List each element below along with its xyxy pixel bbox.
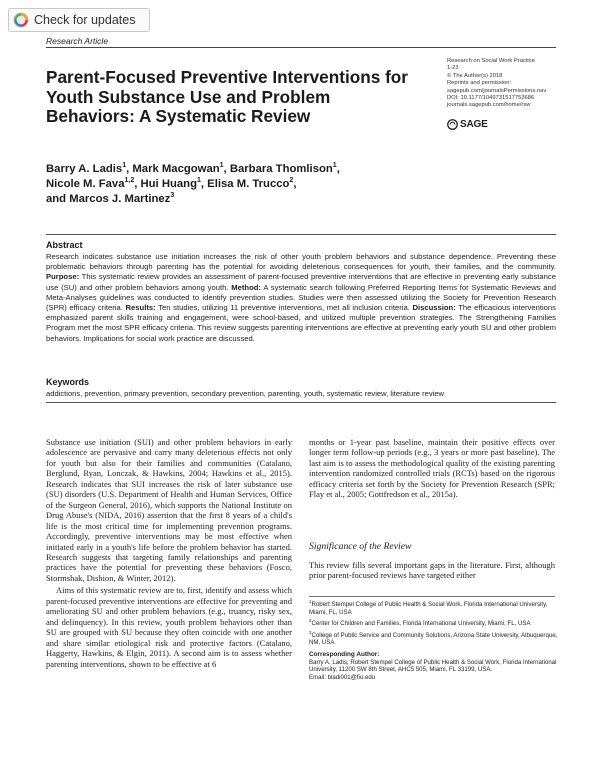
corresponding-author-address: Barry A. Ladis, Robert Stempel College of Public Health & Social Work, Florida International University, 11200 SW 8th Street, AHC5 505, Miami, FL 33199, USA. bbox=[309, 658, 557, 674]
abstract-results: Ten studies, utilizing 11 preventive interventions, met all inclusion criteria. bbox=[158, 303, 410, 313]
affiliations bbox=[309, 598, 559, 681]
abstract-purpose: This systematic review provides an assessment of parent-focused preventive interventions that are effective in preventing early substance use (SU) and other problem behaviors among youth. bbox=[46, 272, 556, 292]
abstract-heading: Abstract bbox=[46, 240, 83, 250]
author-name: Hui Huang bbox=[140, 178, 197, 191]
abstract-method: A systematic search following Preferred Reporting Items for Systematic Reviews and Meta-Analyses guidelines was conducted to identify prevention studies. Studies were then assessed utilizing the Society for Prevention Research (SPR) efficacy criteria. bbox=[46, 282, 557, 313]
author-name: Elisa M. Trucco bbox=[207, 178, 290, 191]
author-affiliation-mark: 3 bbox=[170, 192, 175, 200]
abstract-body bbox=[46, 252, 556, 344]
author-separator: , bbox=[134, 178, 141, 191]
body-paragraph: Substance use initiation (SUI) and other problem behaviors in early adolescence are pervasive and carry many deleterious effects not only for youth but also for their families and communities (Catalano, Berglund, Ryan, Lonczak, & Hawkins, 2004; Hawkins et al., 2015). Research indicates that SUI increases the risk of later substance use (SU) disorders (U.S. Department of Health and Human Services, Office of the Surgeon General, 2016), which supports the National Institute on Drug Abuse's (NIDA, 2016) assertion that the first 8 years of a child's life is the most critical time for implementing prevention programs. Accordingly, preventive interventions may be most effective when initiated early in a youth's life before the problem behavior has started. Research suggests that targeting family relationships and parenting practices have the potential for preventing these behaviors (Fosco, Stormshak, Dishion, & Winter, 2012). bbox=[46, 437, 292, 583]
corresponding-author-heading: Corresponding Author: bbox=[309, 650, 380, 658]
body-paragraph: This review fills several important gaps in the literature. First, although prior parent-focused reviews have targeted either bbox=[309, 560, 555, 581]
abstract-discussion: The efficacious interventions emphasized parent skills training and engagement, were school-based, and utilized multiple prevention strategies. The Strengthening Families Program met the most SPR efficacy criteria. This review suggests parenting interventions are effective at preventing early youth SU and other problem behaviors. Implications for social work practice are discussed. bbox=[46, 303, 556, 343]
check-for-updates-label: Check for updates bbox=[34, 13, 136, 27]
keywords-list: addictions, prevention, primary prevention, secondary prevention, parenting, youth, systematic review, literature review bbox=[46, 389, 445, 398]
affiliation-text: College of Public Service and Community Solutions, Arizona State University, Albuquerque, NM, USA bbox=[309, 631, 558, 647]
check-for-updates-icon bbox=[13, 12, 29, 28]
author-separator: , bbox=[200, 178, 208, 191]
affiliation-mark: 2 bbox=[309, 618, 312, 624]
author-separator: , bbox=[126, 163, 133, 175]
sage-logo-icon bbox=[447, 119, 458, 130]
abstract-purpose-label: Purpose: bbox=[46, 272, 80, 282]
affiliation-mark: 3 bbox=[309, 629, 312, 635]
author-name: Barbara Thomlison bbox=[229, 163, 333, 175]
author-separator: , bbox=[223, 163, 230, 175]
footnote-rule bbox=[309, 596, 555, 597]
abstract-top-rule bbox=[46, 234, 556, 235]
doi[interactable]: DOI: 10.1177/1049731517753686 bbox=[447, 95, 535, 102]
author-list bbox=[46, 162, 446, 208]
affiliation-text: Center for Children and Families, Florida International University, Miami, FL, USA bbox=[311, 620, 531, 628]
affiliation-item bbox=[309, 598, 559, 616]
author-separator: , bbox=[336, 163, 340, 175]
journal-name: Research on Social Work Practice bbox=[447, 58, 535, 64]
journal-homepage-link[interactable]: journals.sagepub.com/home/rsw bbox=[447, 102, 531, 109]
author-name: Mark Macgowan bbox=[132, 163, 220, 175]
author-name: and Marcos J. Martinez bbox=[46, 193, 171, 206]
publisher-name: SAGE bbox=[460, 119, 488, 130]
reprints-label: Reprints and permission: bbox=[447, 80, 512, 87]
abstract-intro: Research indicates substance use initiation increases the risk of other youth problem behaviors and substance dependence. Preventing these problematic behaviors through parenting has the potential for avoiding deleterious consequences for youth, their families, and the community. bbox=[46, 252, 556, 272]
author-affiliation-mark: 1 bbox=[332, 162, 337, 170]
page-range: 1-23 bbox=[447, 65, 459, 72]
affiliation-mark: 1 bbox=[309, 598, 312, 604]
author-affiliation-mark: 2 bbox=[289, 177, 294, 185]
affiliation-item bbox=[309, 620, 559, 628]
author-affiliation-mark: 1 bbox=[122, 162, 127, 170]
corresponding-author bbox=[309, 659, 559, 682]
author-name: Barry A. Ladis bbox=[46, 163, 123, 175]
abstract-results-label: Results: bbox=[125, 303, 156, 313]
section-heading: Significance of the Review bbox=[309, 541, 412, 552]
author-affiliation-mark: 1,2 bbox=[124, 177, 135, 185]
body-right-paragraph: months or 1-year past baseline, maintain their positive effects over longer term follow-up periods (e.g., 3 years or more past baseline). The last aim is to assess the methodological quality of the existing parenting intervention randomized controlled trials (RCTs) based on the rigorous efficacy criteria set forth by the Society for Prevention Research (SPR; Flay et al., 2005; Gottfredson et al., 2015a). bbox=[309, 437, 555, 500]
article-type: Research Article bbox=[46, 36, 109, 46]
journal-metadata bbox=[447, 58, 587, 110]
author-affiliation-mark: 1 bbox=[196, 177, 201, 185]
publisher-logo bbox=[447, 119, 488, 130]
header-rule bbox=[46, 47, 556, 48]
paper-title: Parent-Focused Preventive Interventions for Youth Substance Use and Problem Behaviors: A Systematic Review bbox=[46, 67, 408, 126]
affiliation-text: Robert Stempel College of Public Health & Social Work, Florida International University, Miami, FL, USA bbox=[309, 601, 548, 616]
author-separator: , bbox=[293, 178, 297, 191]
check-for-updates-badge[interactable] bbox=[8, 8, 150, 32]
author-affiliation-mark: 1 bbox=[219, 162, 224, 170]
body-left-column bbox=[46, 437, 292, 669]
abstract-discussion-label: Discussion: bbox=[412, 303, 456, 313]
author-name: Nicole M. Fava bbox=[46, 178, 125, 191]
corresponding-author-email[interactable]: Email: bladi001@fiu.edu bbox=[309, 673, 376, 681]
keywords-heading: Keywords bbox=[46, 377, 90, 387]
affiliation-item bbox=[309, 629, 559, 647]
body-paragraph: Aims of this systematic review are to, first, identify and assess which parent-focused preventive interventions are effective for preventing and ameliorating SU and other problem behaviors (e.g., truancy, risky sex, and delinquency). In this review, youth problem behaviors other than SU are grouped with SU because they often coincide with one another and share similar etiological risk and protective factors (Catalano, Haggerty, Hawkins, & Elgin, 2011). A second aim is to assess whether parenting interventions, shown to be effective at 6 bbox=[46, 585, 292, 669]
copyright: © The Author(s) 2018 bbox=[447, 72, 503, 79]
abstract-bottom-rule bbox=[46, 402, 556, 403]
permissions-link[interactable]: sagepub.com/journalsPermissions.nav bbox=[447, 87, 547, 94]
abstract-method-label: Method: bbox=[231, 282, 261, 292]
